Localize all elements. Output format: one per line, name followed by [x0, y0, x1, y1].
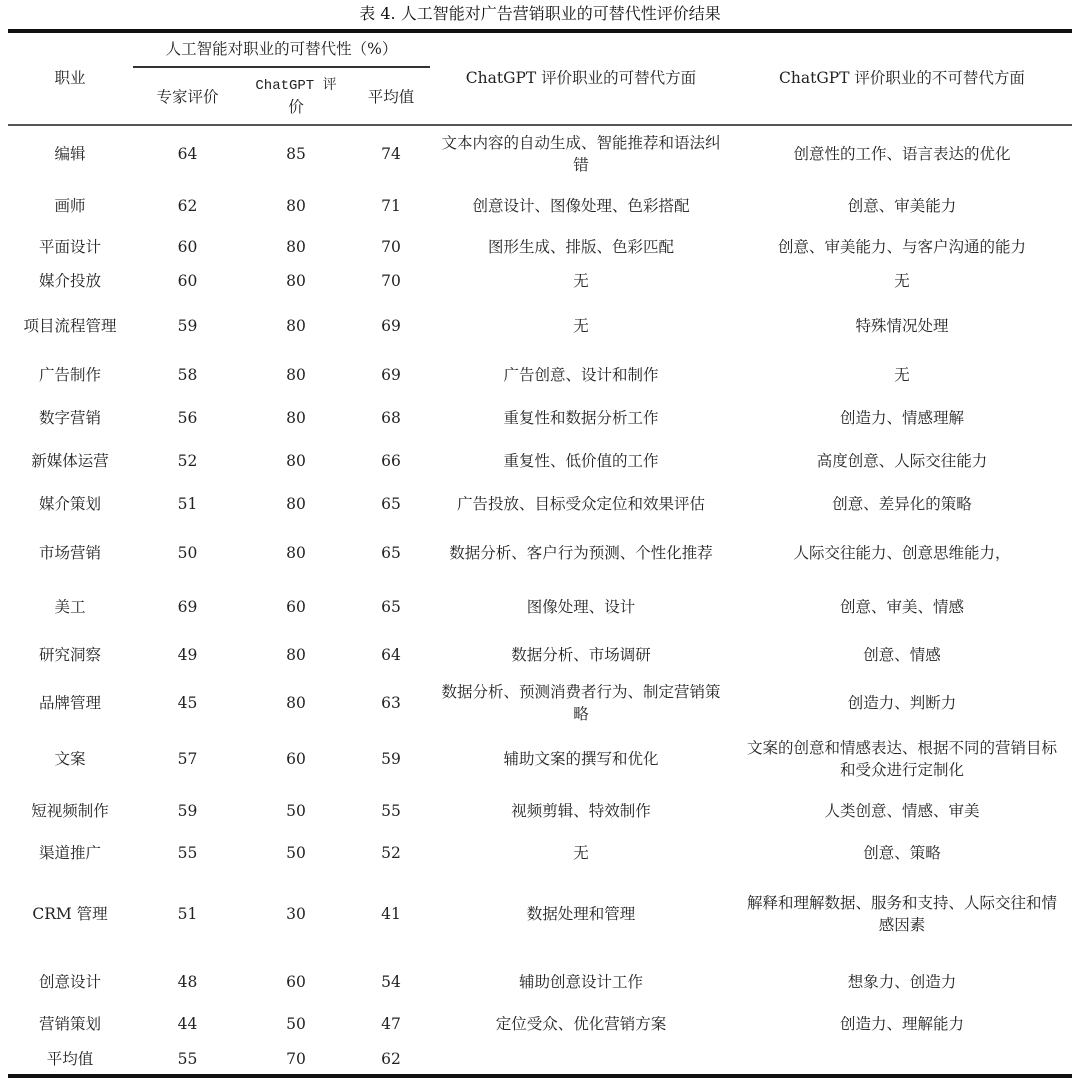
cell-irreplaceable-aspects: 创意、审美、情感	[839, 598, 964, 616]
cell-average: 55	[381, 802, 401, 820]
cell-replaceable-aspects: 创意设计、图像处理、色彩搭配	[472, 197, 690, 215]
header-substitutability-group: 人工智能对职业的可替代性（%）	[165, 40, 398, 58]
cell-irreplaceable-aspects: 创造力、情感理解	[839, 409, 964, 427]
cell-expert-rating: 55	[177, 844, 198, 862]
cell-job: 短视频制作	[31, 802, 109, 820]
cell-replaceable-aspects: 重复性和数据分析工作	[503, 409, 659, 427]
cell-job: 市场营销	[38, 544, 101, 562]
cell-expert-rating: 51	[177, 495, 198, 513]
cell-chatgpt-rating: 80	[286, 646, 306, 664]
cell-job: 研究洞察	[38, 646, 101, 664]
cell-expert-rating: 60	[177, 272, 198, 290]
cell-average: 69	[381, 366, 401, 384]
cell-job: 数字营销	[38, 409, 101, 427]
cell-irreplaceable-aspects: 无	[894, 366, 910, 384]
cell-chatgpt-rating: 80	[286, 197, 306, 215]
cell-irreplaceable-aspects: 人类创意、情感、审美	[824, 802, 980, 820]
cell-job: 媒介策划	[38, 495, 101, 513]
cell-chatgpt-rating: 60	[286, 973, 306, 991]
cell-replaceable-aspects: 辅助创意设计工作	[518, 973, 643, 991]
header-chatgpt-rating	[250, 76, 342, 118]
cell-expert-rating: 58	[177, 366, 198, 384]
cell-irreplaceable-aspects: 特殊情况处理	[855, 317, 949, 335]
cell-average: 65	[381, 598, 401, 616]
table-caption: 表 4. 人工智能对广告营销职业的可替代性评价结果	[359, 4, 721, 23]
cell-job: 渠道推广	[38, 844, 101, 862]
cell-average: 66	[381, 452, 401, 470]
cell-average: 41	[381, 905, 401, 923]
cell-irreplaceable-aspects: 无	[894, 272, 910, 290]
cell-replaceable-aspects: 文本内容的自动生成、智能推荐和语法纠错	[441, 134, 721, 174]
cell-irreplaceable-aspects: 创造力、判断力	[847, 694, 957, 712]
header-expert-rating: 专家评价	[156, 88, 219, 106]
cell-average: 62	[381, 1050, 401, 1068]
cell-job: 新媒体运营	[31, 452, 109, 470]
cell-irreplaceable-aspects: 人际交往能力、创意思维能力，	[793, 544, 1011, 562]
cell-replaceable-aspects: 广告创意、设计和制作	[503, 366, 659, 384]
cell-job: 平面设计	[38, 238, 101, 256]
cell-expert-rating: 59	[177, 317, 198, 335]
cell-job: 媒介投放	[38, 272, 101, 290]
cell-expert-rating: 44	[177, 1015, 198, 1033]
cell-replaceable-aspects: 数据分析、预测消费者行为、制定营销策略	[441, 683, 721, 723]
cell-replaceable-aspects: 重复性、低价值的工作	[503, 452, 659, 470]
cell-expert-rating: 59	[177, 802, 198, 820]
cell-expert-rating: 50	[177, 544, 198, 562]
cell-chatgpt-rating: 80	[286, 544, 306, 562]
cell-chatgpt-rating: 50	[286, 844, 306, 862]
cell-average: 64	[381, 646, 401, 664]
cell-irreplaceable-aspects: 创意、审美能力、与客户沟通的能力	[777, 238, 1026, 256]
cell-irreplaceable-aspects: 创意性的工作、语言表达的优化	[793, 145, 1011, 163]
cell-replaceable-aspects: 数据处理和管理	[526, 905, 636, 923]
cell-average: 54	[381, 973, 401, 991]
cell-expert-rating: 64	[177, 145, 198, 163]
cell-irreplaceable-aspects: 创意、策略	[863, 844, 941, 862]
cell-chatgpt-rating: 60	[286, 750, 306, 768]
cell-irreplaceable-aspects: 创意、审美能力	[847, 197, 957, 215]
cell-expert-rating: 60	[177, 238, 198, 256]
header-chatgpt-rating-line2: 价	[288, 98, 304, 116]
cell-chatgpt-rating: 80	[286, 694, 306, 712]
header-job: 职业	[54, 69, 86, 87]
cell-chatgpt-rating: 80	[286, 238, 306, 256]
cell-replaceable-aspects: 图像处理、设计	[526, 598, 636, 616]
cell-expert-rating: 51	[177, 905, 198, 923]
cell-average: 71	[381, 197, 401, 215]
cell-job: 项目流程管理	[23, 317, 117, 335]
cell-replaceable-aspects: 广告投放、目标受众定位和效果评估	[456, 495, 705, 513]
cell-average: 74	[381, 145, 401, 163]
cell-expert-rating: 56	[177, 409, 198, 427]
cell-irreplaceable-aspects: 创意、差异化的策略	[832, 495, 972, 513]
cell-irreplaceable-aspects: 创造力、理解能力	[839, 1015, 964, 1033]
cell-expert-rating: 49	[177, 646, 198, 664]
cell-chatgpt-rating: 80	[286, 452, 306, 470]
cell-average: 65	[381, 544, 401, 562]
cell-expert-rating: 55	[177, 1050, 198, 1068]
cell-replaceable-aspects: 辅助文案的撰写和优化	[503, 750, 659, 768]
cell-expert-rating: 48	[177, 973, 198, 991]
cell-replaceable-aspects: 定位受众、优化营销方案	[495, 1015, 667, 1033]
header-chatgpt-rating-line1: ChatGPT 评	[255, 78, 337, 94]
top-rule	[8, 29, 1072, 33]
cell-average: 59	[381, 750, 401, 768]
cell-expert-rating: 62	[177, 197, 198, 215]
cell-job: CRM 管理	[32, 905, 108, 923]
cell-average: 63	[381, 694, 401, 712]
cell-replaceable-aspects: 无	[573, 272, 589, 290]
group-header-rule	[133, 66, 430, 68]
cell-replaceable-aspects: 图形生成、排版、色彩匹配	[487, 238, 674, 256]
cell-irreplaceable-aspects: 文案的创意和情感表达、根据不同的营销目标和受众进行定制化	[746, 739, 1057, 779]
cell-irreplaceable-aspects: 解释和理解数据、服务和支持、人际交往和情感因素	[746, 894, 1057, 934]
cell-expert-rating: 69	[177, 598, 198, 616]
cell-expert-rating: 57	[177, 750, 198, 768]
cell-job: 文案	[54, 750, 86, 768]
cell-chatgpt-rating: 80	[286, 317, 306, 335]
cell-chatgpt-rating: 30	[286, 905, 306, 923]
bottom-rule	[8, 1074, 1072, 1078]
cell-average: 68	[381, 409, 401, 427]
cell-chatgpt-rating: 50	[286, 802, 306, 820]
cell-job: 画师	[54, 197, 86, 215]
cell-expert-rating: 45	[177, 694, 198, 712]
cell-average: 52	[381, 844, 401, 862]
cell-chatgpt-rating: 80	[286, 366, 306, 384]
cell-irreplaceable-aspects: 高度创意、人际交往能力	[816, 452, 988, 470]
cell-replaceable-aspects: 无	[573, 317, 589, 335]
cell-chatgpt-rating: 80	[286, 409, 306, 427]
header-average: 平均值	[367, 88, 415, 106]
header-replaceable-aspects: ChatGPT 评价职业的可替代方面	[465, 69, 697, 87]
cell-job: 广告制作	[38, 366, 101, 384]
header-irreplaceable-aspects: ChatGPT 评价职业的不可替代方面	[779, 69, 1025, 87]
cell-chatgpt-rating: 60	[286, 598, 306, 616]
cell-replaceable-aspects: 无	[573, 844, 589, 862]
cell-irreplaceable-aspects: 想象力、创造力	[847, 973, 957, 991]
cell-average: 70	[381, 238, 401, 256]
cell-expert-rating: 52	[177, 452, 198, 470]
cell-job: 编辑	[54, 145, 86, 163]
cell-chatgpt-rating: 80	[286, 272, 306, 290]
cell-average: 65	[381, 495, 401, 513]
cell-job: 平均值	[46, 1050, 94, 1068]
header-bottom-rule	[8, 124, 1072, 126]
cell-average: 70	[381, 272, 401, 290]
cell-chatgpt-rating: 50	[286, 1015, 306, 1033]
cell-chatgpt-rating: 85	[286, 145, 306, 163]
cell-chatgpt-rating: 80	[286, 495, 306, 513]
cell-average: 69	[381, 317, 401, 335]
cell-replaceable-aspects: 数据分析、客户行为预测、个性化推荐	[449, 544, 713, 562]
cell-chatgpt-rating: 70	[286, 1050, 306, 1068]
cell-job: 品牌管理	[38, 694, 101, 712]
cell-job: 美工	[54, 598, 86, 616]
cell-irreplaceable-aspects: 创意、情感	[863, 646, 941, 664]
cell-job: 创意设计	[38, 973, 101, 991]
cell-average: 47	[381, 1015, 401, 1033]
cell-replaceable-aspects: 数据分析、市场调研	[511, 646, 651, 664]
cell-replaceable-aspects: 视频剪辑、特效制作	[511, 802, 651, 820]
cell-job: 营销策划	[38, 1015, 101, 1033]
